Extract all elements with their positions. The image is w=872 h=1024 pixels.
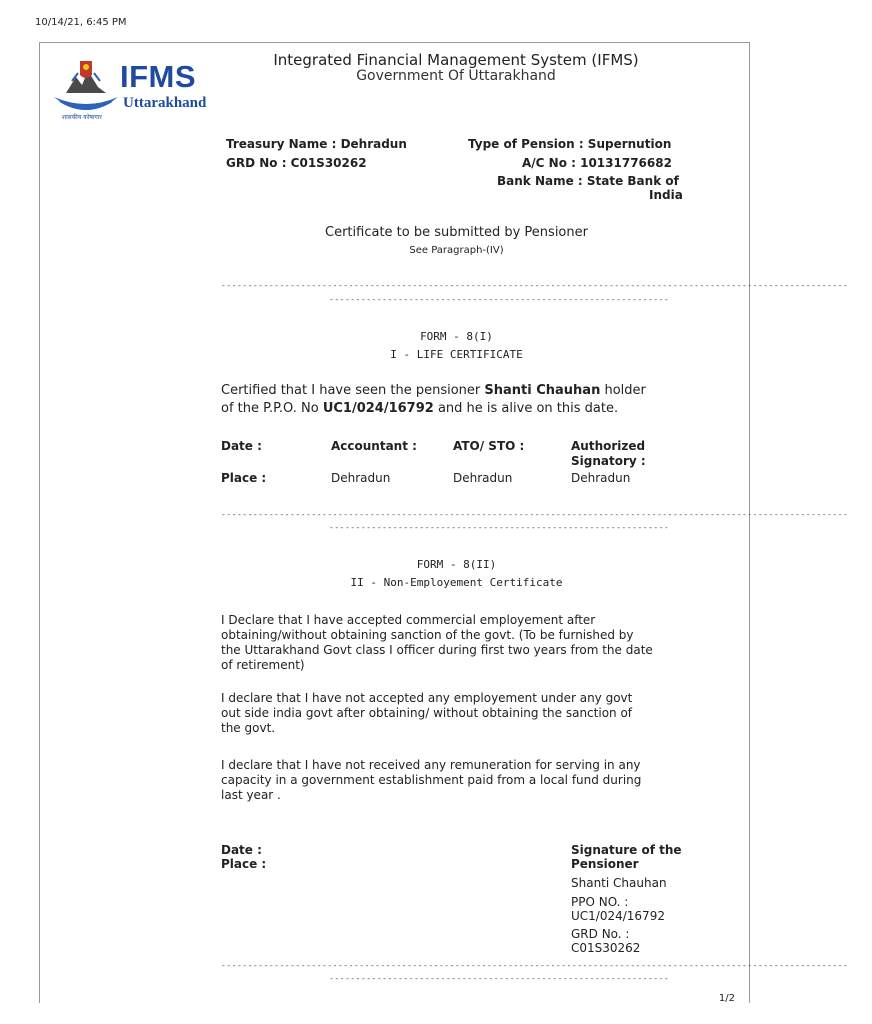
pension-type: Type of Pension : Supernution xyxy=(468,137,672,151)
signature-ppo: UC1/024/16792 xyxy=(571,909,665,923)
form2-title: II - Non-Employement Certificate xyxy=(350,576,563,589)
bank-name: Bank Name : State Bank of xyxy=(497,174,679,188)
authorized-label: Authorized xyxy=(571,439,646,453)
place-ato: Dehradun xyxy=(453,471,513,485)
separator: ---------------------------------------------------------------- xyxy=(329,974,670,983)
account-number: A/C No : 10131776682 xyxy=(522,156,672,170)
document-subtitle: Government Of Uttarakhand xyxy=(356,68,556,84)
logo-text: IFMS xyxy=(120,59,197,94)
certificate-title: Certificate to be submitted by Pensioner xyxy=(325,225,588,240)
separator: ---------------------------------------------------------------------------------------------------------------------- xyxy=(221,510,849,519)
signatory-label: Signatory : xyxy=(571,454,646,468)
life-certificate-text-2: of the P.P.O. No UC1/024/16792 and he is alive on this date. xyxy=(221,401,619,416)
logo-tagline: शासकीय कोषागार xyxy=(62,114,102,121)
form1-code: FORM - 8(I) xyxy=(420,330,493,343)
signature-name: Shanti Chauhan xyxy=(571,876,667,890)
life-certificate-text: Certified that I have seen the pensioner Shanti Chauhan holder xyxy=(221,383,646,398)
ato-sto-label: ATO/ STO : xyxy=(453,439,525,453)
bank-name-cont: India xyxy=(649,188,683,202)
form1-title: I - LIFE CERTIFICATE xyxy=(390,348,523,361)
logo-subtitle: Uttarakhand xyxy=(123,95,207,111)
place-signatory: Dehradun xyxy=(571,471,631,485)
grd-number: GRD No : C01S30262 xyxy=(226,156,367,170)
grd-label: GRD No. : xyxy=(571,927,630,941)
signature-place-label: Place : xyxy=(221,857,267,871)
declaration-3: I declare that I have not received any remuneration for serving in any capacity in a government establishment paid from a local fund during last year . xyxy=(221,758,642,802)
signature-label: Signature of the xyxy=(571,843,682,857)
separator: ---------------------------------------------------------------------------------------------------------------------- xyxy=(221,961,849,970)
signature-grd: C01S30262 xyxy=(571,941,641,955)
accountant-label: Accountant : xyxy=(331,439,417,453)
separator: ---------------------------------------------------------------- xyxy=(329,523,670,532)
signature-date-label: Date : xyxy=(221,843,262,857)
ppo-number: UC1/024/16792 xyxy=(322,401,434,416)
place-label: Place : xyxy=(221,471,267,485)
certificate-subtitle: See Paragraph-(IV) xyxy=(409,245,504,256)
separator: ---------------------------------------------------------------- xyxy=(329,295,670,304)
form2-code: FORM - 8(II) xyxy=(416,558,497,571)
separator: ---------------------------------------------------------------------------------------------------------------------- xyxy=(221,281,849,290)
date-label: Date : xyxy=(221,439,262,453)
page-number: 1/2 xyxy=(718,993,735,1004)
place-accountant: Dehradun xyxy=(331,471,391,485)
declaration-2: I declare that I have not accepted any employement under any govt out side india govt after obtaining/ without obtaining the sanction of the govt. xyxy=(221,691,633,735)
print-timestamp: 10/14/21, 6:45 PM xyxy=(35,17,127,28)
declaration-1: I Declare that I have accepted commercial employement after obtaining/without obtaining sanction of the govt. (To be furnished by the Uttarakhand Govt class I officer during first two years from the date of retirement) xyxy=(221,613,653,672)
document-title: Integrated Financial Management System (IFMS) xyxy=(273,51,639,69)
treasury-name: Treasury Name : Dehradun xyxy=(226,137,407,151)
pensioner-name: Shanti Chauhan xyxy=(484,383,601,398)
pensioner-label: Pensioner xyxy=(571,857,639,871)
ppo-label: PPO NO. : xyxy=(571,895,629,909)
document-page xyxy=(39,42,849,1003)
